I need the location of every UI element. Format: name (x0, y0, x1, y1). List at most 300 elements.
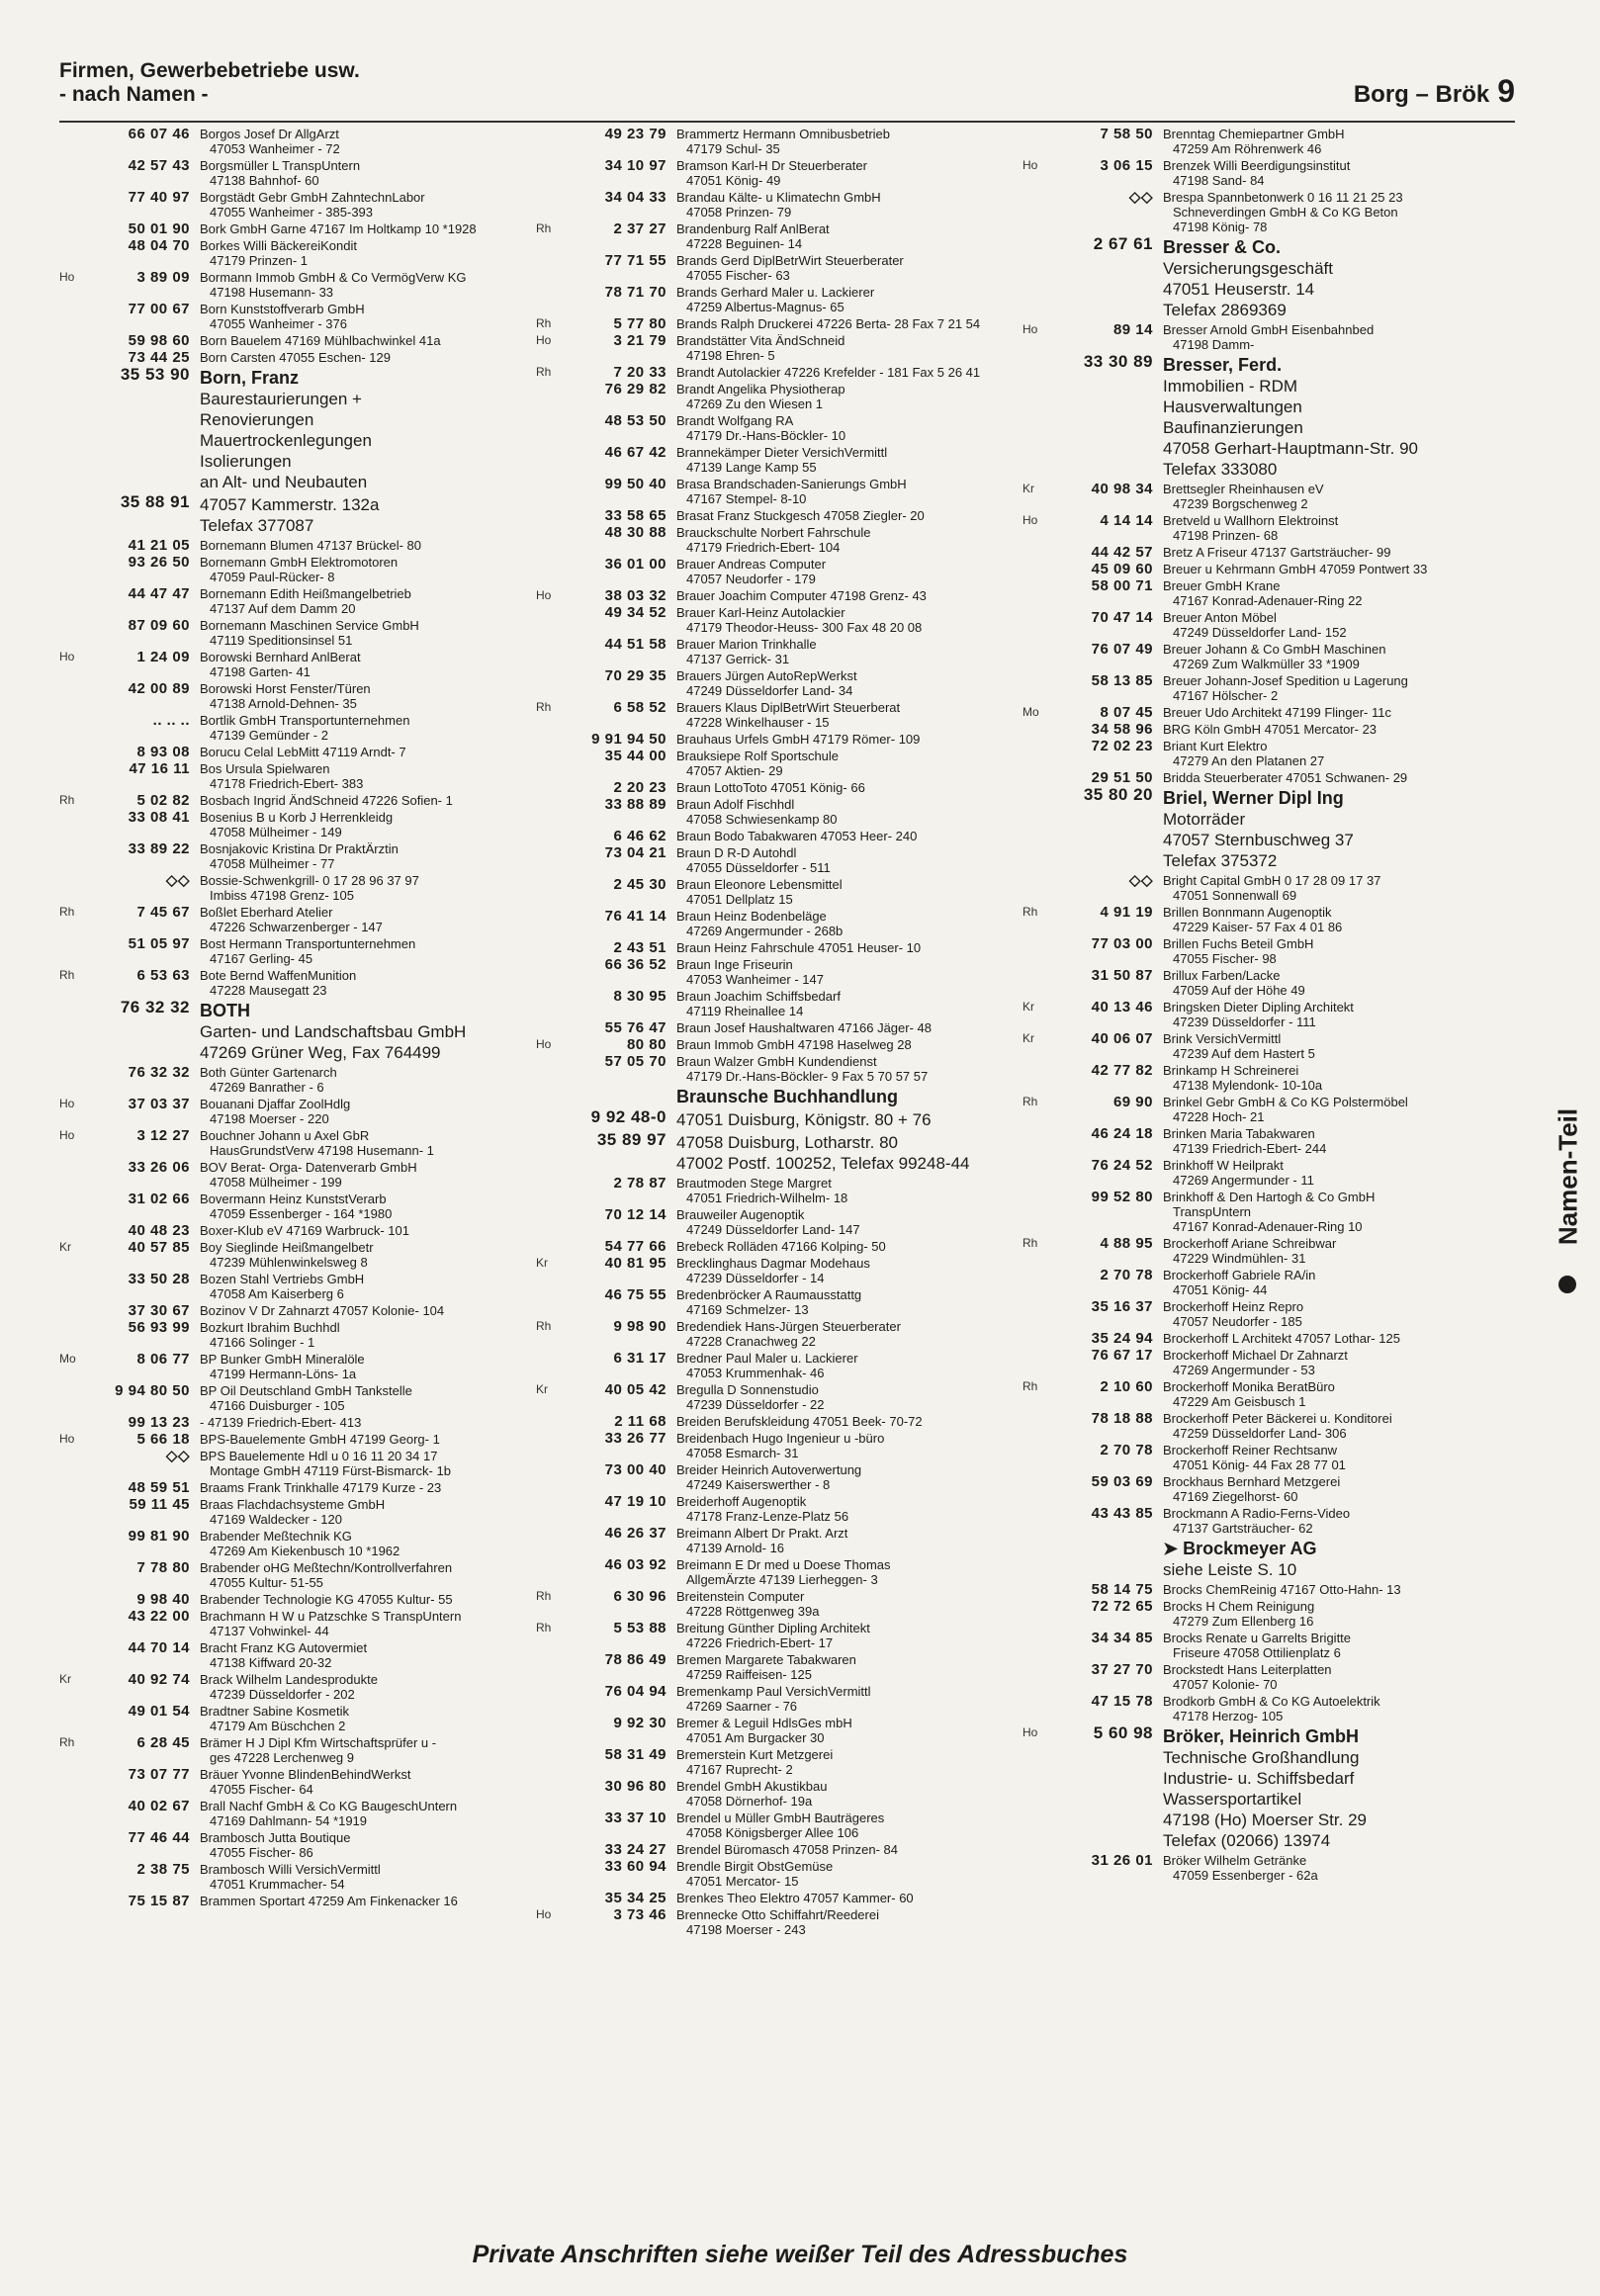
entry-name: Brinkel Gebr GmbH & Co KG Polstermöbel (1163, 1095, 1408, 1109)
entry-address: 47057 Kolonie- 70 (1173, 1677, 1278, 1692)
listing-entry (1022, 1268, 1487, 1297)
entry-address: 47178 Herzog- 105 (1173, 1709, 1284, 1723)
entry-address: Telefax (02066) 13974 (1163, 1831, 1331, 1850)
phone-number: ◇◇ (165, 872, 190, 889)
entry-body (1163, 787, 1487, 871)
phone-number: 46 67 42 (604, 444, 667, 461)
entry-name: Breuer Johann & Co GmbH Maschinen (1163, 642, 1386, 657)
entry-address: 47119 Speditionsinsel 51 (210, 633, 353, 648)
entry-address: 47053 Wanheimer - 147 (686, 972, 824, 987)
entry-address: AllgemÄrzte 47139 Lierheggen- 3 (686, 1572, 878, 1587)
entry-name: Braun Walzer GmbH Kundendienst (676, 1054, 877, 1069)
entry-address: 47229 Am Geisbusch 1 (1173, 1394, 1306, 1409)
entry-body (676, 1256, 1019, 1285)
entry-body (1163, 513, 1487, 543)
listing-entry (59, 1415, 530, 1430)
phone-number: 80 80 (626, 1036, 667, 1053)
listing-entry (1022, 673, 1487, 703)
entry-address: siehe Leiste S. 10 (1163, 1560, 1297, 1579)
entry-name: Breuer u Kehrmann GmbH 47059 Pontwert 33 (1163, 562, 1428, 576)
entry-body (200, 761, 530, 791)
listing-entry (59, 494, 530, 536)
phone-number: 33 89 22 (128, 840, 190, 857)
listing-entry (59, 1223, 530, 1238)
district-code: Ho (59, 1432, 75, 1446)
phone-number: 50 01 90 (128, 221, 190, 237)
entry-body (200, 1704, 530, 1733)
phone-number: 48 59 51 (128, 1479, 190, 1496)
listing-entry (536, 797, 1019, 827)
entry-address: 47002 Postf. 100252, Telefax 99248-44 (676, 1154, 970, 1173)
entry-address: 47138 Arnold-Dehnen- 35 (210, 696, 357, 711)
phone-number: ◇◇ (1128, 189, 1153, 206)
listing-entry (536, 909, 1019, 938)
phone-number: 40 98 34 (1091, 481, 1153, 497)
entry-name: Borkes Willi BäckereiKondit (200, 238, 357, 253)
entry-body (676, 1684, 1019, 1714)
entry-body (200, 745, 530, 759)
entry-body (200, 1383, 530, 1413)
listing-entry (1022, 236, 1487, 320)
listing-entry (1022, 1379, 1487, 1409)
entry-name: BPS-Bauelemente GmbH 47199 Georg- 1 (200, 1432, 440, 1447)
listing-entry (1022, 562, 1487, 576)
entry-body (200, 905, 530, 934)
entry-address: 47051 Duisburg, Königstr. 80 + 76 (676, 1110, 932, 1129)
phone-number: 9 98 90 (613, 1318, 667, 1335)
phone-number: 35 24 94 (1091, 1330, 1153, 1347)
listing-entry (1022, 905, 1487, 934)
entry-name: Boy Sieglinde Heißmangelbetr (200, 1240, 374, 1255)
listing-entry (1022, 513, 1487, 543)
listing-entry (1022, 322, 1487, 352)
entry-body (200, 1560, 530, 1590)
district-code: Rh (536, 1319, 552, 1333)
entry-address: Telefax 2869369 (1163, 301, 1287, 319)
entry-body (200, 1862, 530, 1892)
entry-address: 47055 Düsseldorfer - 511 (686, 860, 831, 875)
listing-entry (59, 936, 530, 966)
entry-address: 47249 Düsseldorfer Land- 152 (1173, 625, 1347, 640)
entry-body (676, 1859, 1019, 1889)
entry-address: 47169 Schmelzer- 13 (686, 1302, 809, 1317)
entry-name: Brandenburg Ralf AnlBerat (676, 221, 830, 236)
listing-entry (536, 1462, 1019, 1492)
phone-number: 47 15 78 (1091, 1693, 1153, 1710)
entry-body (200, 1497, 530, 1527)
phone-number: 51 05 97 (128, 935, 190, 952)
listing-entry (59, 1065, 530, 1095)
entry-name: Brockerhoff Michael Dr Zahnarzt (1163, 1348, 1348, 1363)
phone-number: 87 09 60 (128, 617, 190, 634)
district-code: Kr (1022, 482, 1034, 495)
entry-address: 47259 Raiffeisen- 125 (686, 1667, 812, 1682)
entry-address: Immobilien - RDM (1163, 377, 1298, 396)
entry-name: Brockerhoff Gabriele RA/in (1163, 1268, 1316, 1282)
entry-name: Brinkhoff & Den Hartogh & Co GmbH (1163, 1190, 1376, 1204)
entry-body (200, 873, 530, 903)
listing-entry (1022, 936, 1487, 966)
entry-address: 47051 König- 44 (1173, 1282, 1268, 1297)
entry-name: Bredner Paul Maler u. Lackierer (676, 1351, 858, 1366)
listing-entry (59, 1704, 530, 1733)
listing-entry (536, 780, 1019, 795)
entry-name: - 47139 Friedrich-Ebert- 413 (200, 1415, 362, 1430)
phone-number: 3 73 46 (613, 1906, 667, 1923)
entry-name: Breitenstein Computer (676, 1589, 805, 1604)
phone-number: 47 16 11 (129, 760, 190, 777)
entry-address: 47259 Düsseldorfer Land- 306 (1173, 1426, 1347, 1441)
entry-name: Brauers Klaus DiplBetrWirt Steuerberat (676, 700, 901, 715)
entry-name: Brauer Andreas Computer (676, 557, 827, 572)
entry-body (676, 1431, 1019, 1460)
entry-address: 47058 Gerhart-Hauptmann-Str. 90 (1163, 439, 1418, 458)
entry-address: 47051 Mercator- 15 (686, 1874, 799, 1889)
entry-address: 47139 Gemünder - 2 (210, 728, 328, 743)
listing-entry (1022, 705, 1487, 720)
phone-number: 42 00 89 (128, 680, 190, 697)
listing-entry (1022, 968, 1487, 998)
phone-number: 40 06 07 (1091, 1030, 1153, 1047)
entry-body (200, 1240, 530, 1270)
entry-address: 47228 Cranachweg 22 (686, 1334, 816, 1349)
entry-address: 47055 Fischer- 86 (210, 1845, 313, 1860)
entry-body (676, 1907, 1019, 1937)
entry-body (1163, 1236, 1487, 1266)
entry-address: 47239 Düsseldorfer - 202 (210, 1687, 355, 1702)
phone-number: 5 66 18 (136, 1431, 190, 1448)
district-code: Rh (536, 316, 552, 330)
page-footer: Private Anschriften siehe weißer Teil des Adressbuches (472, 2241, 1128, 2268)
entry-body (1163, 968, 1487, 998)
phone-number: 2 70 78 (1100, 1267, 1153, 1283)
listing-entry (1022, 873, 1487, 903)
listing-entry (59, 1767, 530, 1797)
listing-entry (59, 1497, 530, 1527)
entry-body (1163, 1411, 1487, 1441)
entry-body (200, 127, 530, 156)
listing-entry (59, 1735, 530, 1765)
entry-body (200, 713, 530, 743)
phone-number: 2 20 23 (613, 779, 667, 796)
phone-number: 45 09 60 (1091, 561, 1153, 577)
entry-body (676, 732, 1019, 747)
bullet-dot-icon (1558, 1276, 1576, 1293)
entry-name: Brauer Joachim Computer 47198 Grenz- 43 (676, 588, 927, 603)
entry-name: Brendle Birgit ObstGemüse (676, 1859, 834, 1874)
entry-address: 47179 Dr.-Hans-Böckler- 10 (686, 428, 846, 443)
entry-body (1163, 722, 1487, 737)
listing-entry (59, 158, 530, 188)
entry-address: Telefax 377087 (200, 516, 314, 535)
entry-address: Friseure 47058 Ottilienplatz 6 (1173, 1645, 1341, 1660)
listing-entry (59, 333, 530, 348)
entry-address: 47057 Kammerstr. 132a (200, 495, 380, 514)
entry-body (1163, 1031, 1487, 1061)
entry-name: Brabender oHG Meßtechn/Kontrollverfahren (200, 1560, 453, 1575)
entry-body (676, 158, 1019, 188)
entry-body (200, 1894, 530, 1908)
entry-body (200, 650, 530, 679)
entry-name: Bote Bernd WaffenMunition (200, 968, 357, 983)
phone-number: 33 08 41 (128, 809, 190, 826)
entry-address: 47279 An den Platanen 27 (1173, 753, 1325, 768)
listing-entry (536, 365, 1019, 380)
entry-name: Bozen Stahl Vertriebs GmbH (200, 1272, 365, 1286)
entry-name: Bracht Franz KG Autovermiet (200, 1640, 368, 1655)
entry-name: Brämer H J Dipl Kfm Wirtschaftsprüfer u - (200, 1735, 437, 1750)
entry-body (200, 494, 530, 536)
phone-number: 49 23 79 (604, 127, 667, 142)
entry-body (1163, 1299, 1487, 1329)
entry-body (1163, 1158, 1487, 1188)
listing-entry (59, 350, 530, 365)
listing-entry (59, 1320, 530, 1350)
phone-number: 99 13 23 (128, 1414, 190, 1431)
entry-name: Brannekämper Dieter VersichVermittl (676, 445, 888, 460)
entry-body (676, 1382, 1019, 1412)
listing-entry (59, 1432, 530, 1447)
listing-entry (1022, 1411, 1487, 1441)
listing-entry (1022, 1331, 1487, 1346)
entry-name: Brockstedt Hans Leiterplatten (1163, 1662, 1332, 1677)
entry-body (676, 637, 1019, 666)
page-header-left (59, 59, 360, 107)
listing-entry (1022, 354, 1487, 480)
listing-entry (59, 1000, 530, 1063)
entry-address: Hausverwaltungen (1163, 397, 1302, 416)
entry-name: Bräuer Yvonne BlindenBehindWerkst (200, 1767, 411, 1782)
entry-name: Brack Wilhelm Landesprodukte (200, 1672, 378, 1687)
phone-number: 6 53 63 (136, 967, 190, 984)
entry-name: Breiden Berufskleidung 47051 Beek- 70-72 (676, 1414, 923, 1429)
entry-address: 47179 Am Büschchen 2 (210, 1719, 346, 1733)
entry-body (1163, 739, 1487, 768)
listing-entry (59, 905, 530, 934)
phone-number: 76 24 52 (1091, 1157, 1153, 1174)
entry-name: Brockerhoff L Architekt 47057 Lothar- 125 (1163, 1331, 1400, 1346)
alphabet-range: Borg – Brök (1353, 81, 1490, 108)
entry-body (1163, 770, 1487, 785)
phone-number: 75 15 87 (128, 1893, 190, 1909)
entry-address: Garten- und Landschaftsbau GmbH (200, 1022, 467, 1041)
listing-entry (1022, 545, 1487, 560)
entry-name: Brambosch Jutta Boutique (200, 1830, 351, 1845)
entry-address: 47053 Krummenhak- 46 (686, 1366, 825, 1380)
entry-name: Bremen Margarete Tabakwaren (676, 1652, 856, 1667)
listing-entry (536, 525, 1019, 555)
listing-entry (59, 1097, 530, 1126)
listing-entry (536, 127, 1019, 156)
phone-number: 69 90 (1112, 1094, 1153, 1110)
entry-body (676, 127, 1019, 156)
phone-number: 59 98 60 (128, 332, 190, 349)
listing-entry (59, 190, 530, 220)
entry-name: Borowski Bernhard AnlBerat (200, 650, 361, 664)
entry-name: Bortlik GmbH Transportunternehmen (200, 713, 410, 728)
entry-body (676, 316, 1019, 331)
phone-number: 40 02 67 (128, 1798, 190, 1814)
phone-number: 46 03 92 (604, 1556, 667, 1573)
entry-body (200, 1065, 530, 1095)
entry-body (200, 1160, 530, 1190)
listing-entry (1022, 1190, 1487, 1234)
phone-number: 46 26 37 (604, 1525, 667, 1542)
entry-address: TranspUntern (1173, 1204, 1251, 1219)
entry-name: Braun Joachim Schiffsbedarf (676, 989, 841, 1004)
entry-body (676, 1207, 1019, 1237)
listing-entry (1022, 1299, 1487, 1329)
listing-entry (59, 1830, 530, 1860)
phone-number: 34 10 97 (604, 157, 667, 174)
entry-name: Bremer & Leguil HdlsGes mbH (676, 1716, 852, 1730)
entry-body (1163, 673, 1487, 703)
listing-entry (59, 713, 530, 743)
district-code: Rh (59, 905, 75, 919)
section-side-tab (1547, 1028, 1590, 1325)
phone-number: 73 00 40 (604, 1461, 667, 1478)
entry-body (1163, 1506, 1487, 1536)
district-code: Mo (1022, 705, 1039, 719)
phone-number: 40 57 85 (128, 1239, 190, 1256)
page-number: 9 (1497, 73, 1515, 109)
phone-number: 2 78 87 (613, 1175, 667, 1192)
entry-address: 47198 Ehren- 5 (686, 348, 775, 363)
entry-address: 47179 Prinzen- 1 (210, 253, 309, 268)
header-line-1: Firmen, Gewerbebetriebe usw. (59, 59, 360, 82)
entry-body (200, 1352, 530, 1381)
entry-name: Braun Eleonore Lebensmittel (676, 877, 843, 892)
phone-number: 42 57 43 (128, 157, 190, 174)
entry-name: Bossie-Schwenkgrill- 0 17 28 96 37 97 (200, 873, 419, 888)
entry-address: 47167 Gerling- 45 (210, 951, 313, 966)
listing-entry (1022, 1538, 1487, 1580)
entry-body (200, 221, 530, 236)
entry-body (1163, 1000, 1487, 1029)
listing-entry (59, 1894, 530, 1908)
entry-name: Brall Nachf GmbH & Co KG BaugeschUntern (200, 1799, 458, 1813)
entry-name: BP Bunker GmbH Mineralöle (200, 1352, 365, 1367)
listing-entry (536, 1716, 1019, 1745)
entry-address: 47179 Friedrich-Ebert- 104 (686, 540, 841, 555)
entry-address: 47269 Banrather - 6 (210, 1080, 324, 1095)
phone-number: 6 31 17 (613, 1350, 667, 1367)
district-code: Rh (536, 700, 552, 714)
listing-entry (536, 1431, 1019, 1460)
entry-body (1163, 1474, 1487, 1504)
entry-body (676, 989, 1019, 1018)
entry-address: 47058 Mülheimer - 149 (210, 825, 342, 839)
entry-address: 47199 Hermann-Löns- 1a (210, 1367, 357, 1381)
phone-number: 78 71 70 (604, 284, 667, 301)
entry-body (676, 957, 1019, 987)
phone-number: 54 77 66 (604, 1238, 667, 1255)
entry-name: Bosenius B u Korb J Herrenkleidg (200, 810, 394, 825)
entry-body (676, 333, 1019, 363)
entry-name: Brinkhoff W Heilprakt (1163, 1158, 1284, 1173)
entry-body (200, 810, 530, 839)
entry-name: Brauksiepe Rolf Sportschule (676, 749, 840, 763)
phone-number: 76 07 49 (1091, 641, 1153, 658)
entry-body (200, 1192, 530, 1221)
phone-number: 9 91 94 50 (591, 731, 667, 748)
entry-address: 47228 Mausegatt 23 (210, 983, 327, 998)
entry-address: 47228 Winkelhauser - 15 (686, 715, 830, 730)
phone-number: 35 53 90 (120, 365, 190, 384)
entry-body (676, 1779, 1019, 1809)
phone-number: 33 24 27 (604, 1841, 667, 1858)
district-code: Ho (1022, 322, 1038, 336)
entry-address: Isolierungen (200, 452, 292, 471)
phone-number: 9 94 80 50 (115, 1382, 190, 1399)
listing-entry (59, 1592, 530, 1607)
entry-address: 47226 Schwarzenberger - 147 (210, 920, 383, 934)
entry-address: 47138 Bahnhof- 60 (210, 173, 319, 188)
phone-number: 3 12 27 (136, 1127, 190, 1144)
listing-entry (59, 1160, 530, 1190)
entry-address: 47239 Düsseldorfer - 14 (686, 1271, 825, 1285)
entry-address: ges 47228 Lerchenweg 9 (210, 1750, 355, 1765)
entry-body (200, 367, 530, 492)
entry-name: Brammertz Hermann Omnibusbetrieb (676, 127, 891, 141)
entry-body (676, 1319, 1019, 1349)
entry-body (676, 1054, 1019, 1084)
entry-address: Telefax 375372 (1163, 851, 1278, 870)
entry-address: 47228 Röttgenweg 39a (686, 1604, 820, 1619)
phone-number: 59 11 45 (129, 1496, 190, 1513)
entry-name: Breuer Udo Architekt 47199 Flinger- 11c (1163, 705, 1391, 720)
entry-address: 47239 Mühlenwinkelsweg 8 (210, 1255, 368, 1270)
listing-entry (536, 1020, 1019, 1035)
entry-name: Brockerhoff Heinz Repro (1163, 1299, 1304, 1314)
listing-entry (1022, 770, 1487, 785)
entry-body (1163, 1582, 1487, 1597)
listing-entry (1022, 1236, 1487, 1266)
entry-address: 47059 Auf der Höhe 49 (1173, 983, 1305, 998)
listing-entry (536, 1526, 1019, 1555)
entry-address: an Alt- und Neubauten (200, 473, 368, 491)
entry-address: 47058 Duisburg, Lotharstr. 80 (676, 1133, 898, 1152)
listing-entry (536, 588, 1019, 603)
entry-name: Brettsegler Rheinhausen eV (1163, 482, 1324, 496)
district-code: Kr (1022, 1000, 1034, 1014)
entry-body (1163, 578, 1487, 608)
listing-entry (536, 1494, 1019, 1524)
phone-number: 2 45 30 (613, 876, 667, 893)
entry-name: Bremerstein Kurt Metzgerei (676, 1747, 834, 1762)
phone-number: 48 04 70 (128, 237, 190, 254)
listing-entry (536, 316, 1019, 331)
phone-number: 6 28 45 (136, 1734, 190, 1751)
entry-body (200, 936, 530, 966)
entry-address: Baufinanzierungen (1163, 418, 1303, 437)
phone-number: 76 29 82 (604, 381, 667, 397)
entry-body (200, 555, 530, 584)
entry-name: Brebeck Rolläden 47166 Kolping- 50 (676, 1239, 886, 1254)
phone-number: 3 89 09 (136, 269, 190, 286)
entry-name: Braams Frank Trinkhalle 47179 Kurze - 23 (200, 1480, 442, 1495)
entry-name: Braun Heinz Bodenbeläge (676, 909, 827, 924)
listing-entry (536, 1382, 1019, 1412)
phone-number: 43 43 85 (1091, 1505, 1153, 1522)
header-line-2: - nach Namen - (59, 83, 209, 106)
phone-number: ◇◇ (165, 1448, 190, 1464)
district-code: Ho (1022, 1725, 1038, 1739)
entry-address: 47058 Am Kaiserberg 6 (210, 1286, 344, 1301)
entry-body (200, 1223, 530, 1238)
entry-body (676, 413, 1019, 443)
listing-entry (1022, 190, 1487, 234)
